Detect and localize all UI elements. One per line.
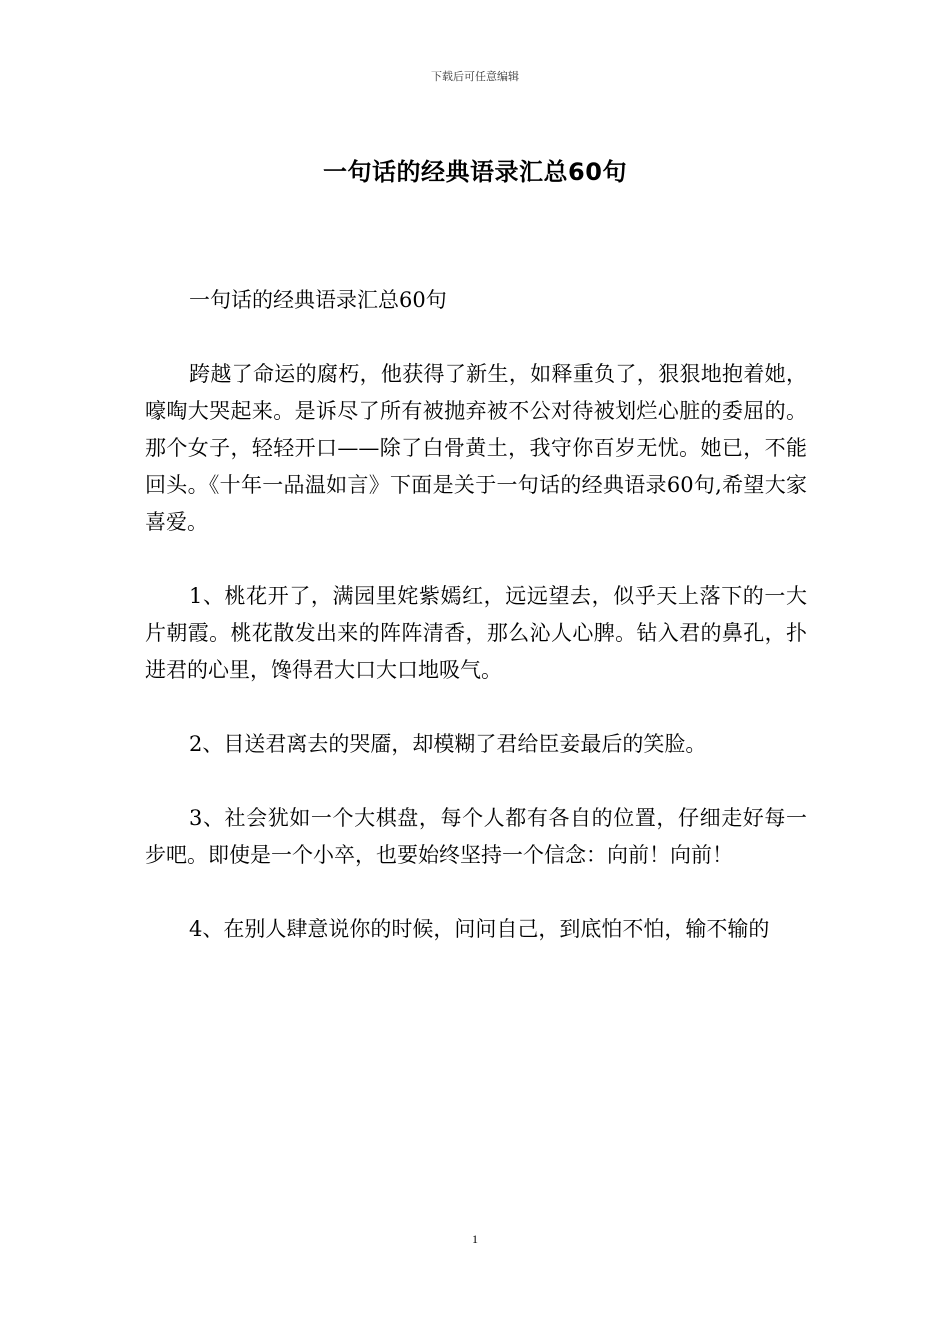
paragraph-intro: 跨越了命运的腐朽，他获得了新生，如释重负了，狠狠地抱着她，嚎啕大哭起来。是诉尽了所有被抛弃被不公对待被划烂心脏的委屈的。那个女子，轻轻开口——除了白骨黄土，我守你百岁无忧。她已，不能回头。《十年一品温如言》下面是关于一句话的经典语录60句,希望大家喜爱。 [145,362,807,534]
paragraph-subtitle: 一句话的经典语录汇总60句 [189,288,447,312]
document-title: 一句话的经典语录汇总60句 [323,158,627,186]
paragraph-quote-1: 1、桃花开了，满园里姹紫嫣红，远远望去，似乎天上落下的一大片朝霞。桃花散发出来的阵阵清香，那么沁人心脾。钻入君的鼻孔，扑进君的心里，馋得君大口大口地吸气。 [145,584,807,682]
paragraph-quote-3: 3、社会犹如一个大棋盘，每个人都有各自的位置，仔细走好每一步吧。即使是一个小卒，也要始终坚持一个信念：向前！向前！ [145,806,807,867]
page-number: 1 [472,1232,478,1246]
page-header-note: 下载后可任意编辑 [431,70,519,83]
paragraph-quote-4: 4、在别人肆意说你的时候，问问自己，到底怕不怕，输不输的 [189,917,770,941]
document-body [145,282,807,985]
paragraph-quote-2: 2、目送君离去的哭靥，却模糊了君给臣妾最后的笑脸。 [189,732,707,756]
